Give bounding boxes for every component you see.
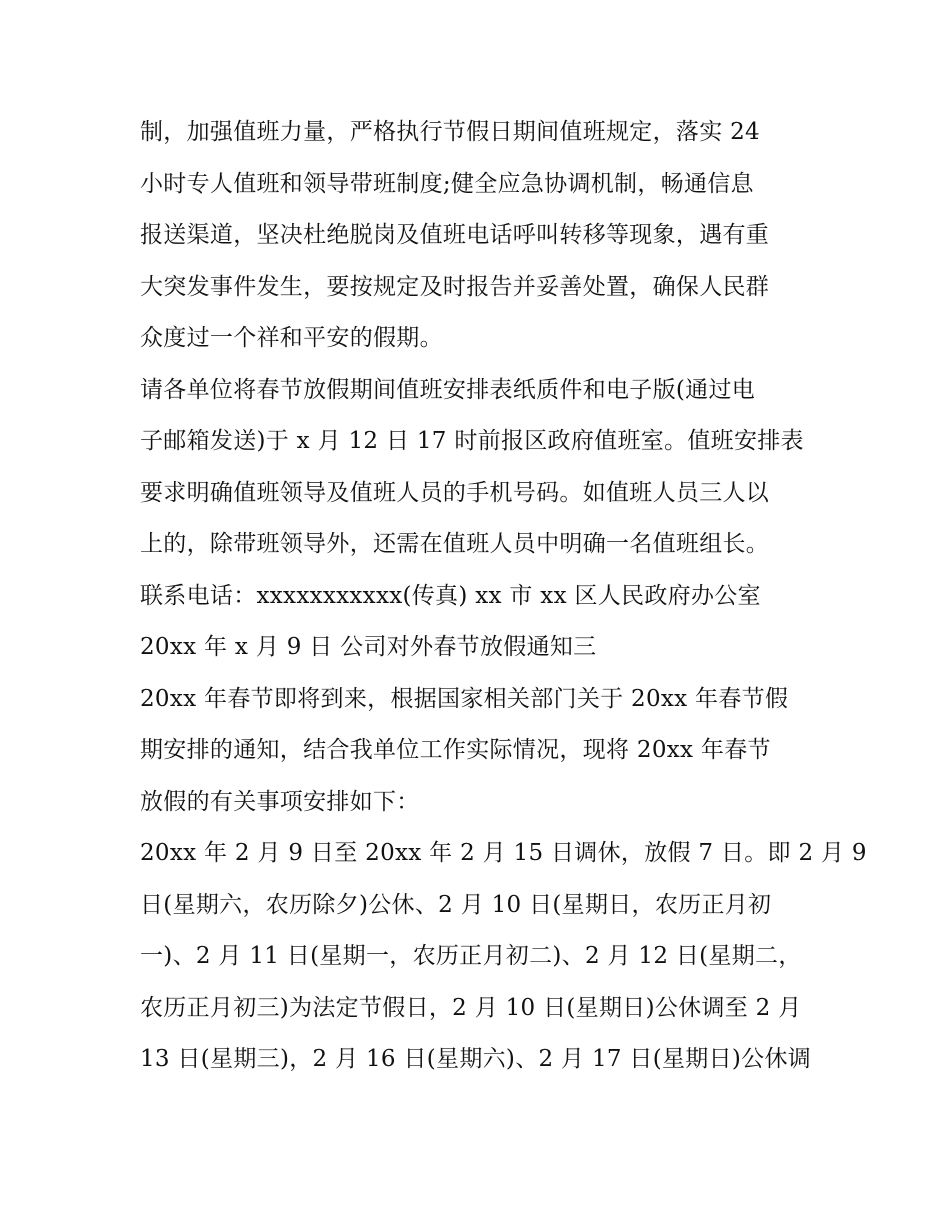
text-line: 期安排的通知，结合我单位工作实际情况，现将 20xx 年春节 [140, 737, 771, 763]
text-line: 放假的有关事项安排如下： [140, 788, 420, 815]
text-line: 联系电话：xxxxxxxxxxx(传真) xx 市 xx 区人民政府办公室 [140, 582, 761, 609]
text-line: 一)、2 月 11 日(星期一，农历正月初二)、2 月 12 日(星期二， [140, 943, 802, 969]
text-line: 小时专人值班和领导带班制度;健全应急协调机制，畅通信息 [140, 170, 754, 197]
document-body [140, 107, 867, 1086]
text-line: 众度过一个祥和平安的假期。 [140, 325, 443, 351]
text-line: 请各单位将春节放假期间值班安排表纸质件和电子版(通过电 [140, 376, 756, 403]
text-line: 制，加强值班力量，严格执行节假日期间值班规定，落实 24 [140, 119, 760, 145]
text-line: 大突发事件发生，要按规定及时报告并妥善处置，确保人民群 [140, 273, 770, 300]
text-line: 日(星期六，农历除夕)公休、2 月 10 日(星期日，农历正月初 [140, 891, 772, 918]
text-line: 20xx 年春节即将到来，根据国家相关部门关于 20xx 年春节假 [140, 685, 789, 712]
text-line: 20xx 年 x 月 9 日 公司对外春节放假通知三 [140, 634, 597, 660]
text-line: 13 日(星期三)，2 月 16 日(星期六)、2 月 17 日(星期日)公休调 [140, 1046, 812, 1072]
text-line: 报送渠道，坚决杜绝脱岗及值班电话呼叫转移等现象，遇有重 [140, 222, 770, 248]
text-line: 要求明确值班领导及值班人员的手机号码。如值班人员三人以 [140, 479, 770, 506]
text-line: 20xx 年 2 月 9 日至 20xx 年 2 月 15 日调休，放假 7 日。即 2 月 9 [140, 840, 867, 866]
text-line: 农历正月初三)为法定节假日，2 月 10 日(星期日)公休调至 2 月 [140, 994, 802, 1021]
text-line: 上的，除带班领导外，还需在值班人员中明确一名值班组长。 [140, 531, 770, 557]
text-line: 子邮箱发送)于 x 月 12 日 17 时前报区政府值班室。值班安排表 [140, 428, 804, 454]
